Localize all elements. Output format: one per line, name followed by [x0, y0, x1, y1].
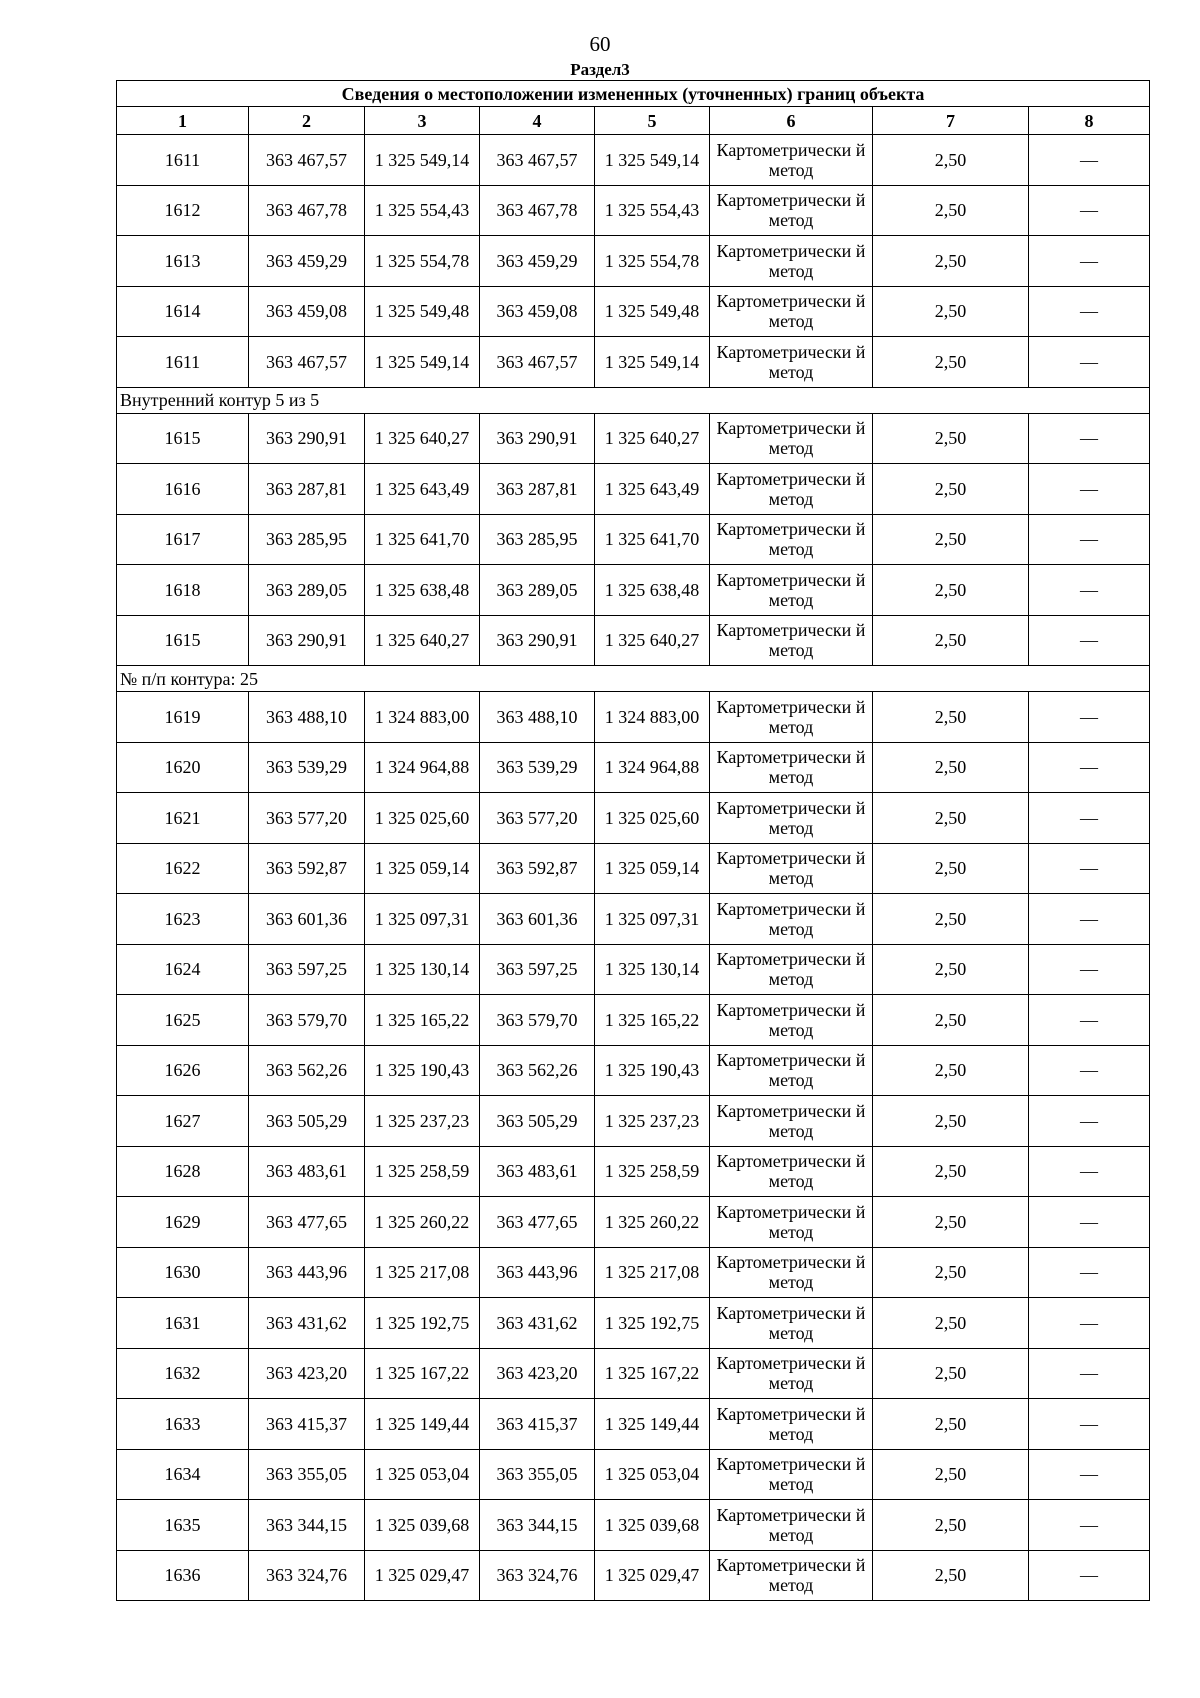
cell-accuracy: 2,50 — [873, 286, 1029, 337]
cell-y-new: 1 325 260,22 — [595, 1197, 710, 1248]
cell-y-new: 1 325 029,47 — [595, 1550, 710, 1601]
cell-method: Картометрически й метод — [710, 565, 873, 616]
cell-description: — — [1029, 1146, 1150, 1197]
table-row — [117, 1247, 1150, 1298]
cell-description: — — [1029, 995, 1150, 1046]
cell-x-new: 363 483,61 — [480, 1146, 595, 1197]
cell-x-old: 363 505,29 — [249, 1096, 365, 1147]
cell-x-new: 363 344,15 — [480, 1500, 595, 1551]
cell-accuracy: 2,50 — [873, 185, 1029, 236]
cell-y-old: 1 325 130,14 — [365, 944, 480, 995]
cell-method: Картометрически й метод — [710, 1197, 873, 1248]
cell-description: — — [1029, 135, 1150, 186]
column-number-8: 8 — [1029, 107, 1150, 135]
table-row — [117, 1449, 1150, 1500]
cell-point-number: 1626 — [117, 1045, 249, 1096]
table-row — [117, 1550, 1150, 1601]
cell-y-old: 1 325 640,27 — [365, 615, 480, 666]
table-caption: Сведения о местоположении измененных (уточненных) границ объекта — [117, 81, 1150, 107]
cell-accuracy: 2,50 — [873, 742, 1029, 793]
cell-accuracy: 2,50 — [873, 514, 1029, 565]
cell-y-new: 1 325 549,14 — [595, 337, 710, 388]
cell-y-new: 1 325 097,31 — [595, 894, 710, 945]
table-row — [117, 135, 1150, 186]
cell-y-new: 1 325 643,49 — [595, 464, 710, 515]
cell-point-number: 1615 — [117, 413, 249, 464]
cell-y-old: 1 325 640,27 — [365, 413, 480, 464]
cell-x-new: 363 459,29 — [480, 236, 595, 287]
table-row — [117, 1096, 1150, 1147]
cell-x-old: 363 539,29 — [249, 742, 365, 793]
cell-x-new: 363 477,65 — [480, 1197, 595, 1248]
cell-description: — — [1029, 337, 1150, 388]
cell-x-old: 363 290,91 — [249, 615, 365, 666]
cell-y-new: 1 325 237,23 — [595, 1096, 710, 1147]
column-number-1: 1 — [117, 107, 249, 135]
table-row — [117, 995, 1150, 1046]
cell-y-old: 1 324 964,88 — [365, 742, 480, 793]
cell-x-new: 363 539,29 — [480, 742, 595, 793]
cell-x-old: 363 601,36 — [249, 894, 365, 945]
cell-method: Картометрически й метод — [710, 742, 873, 793]
column-number-7: 7 — [873, 107, 1029, 135]
cell-x-new: 363 467,57 — [480, 337, 595, 388]
cell-x-old: 363 467,57 — [249, 337, 365, 388]
table-row — [117, 843, 1150, 894]
cell-point-number: 1616 — [117, 464, 249, 515]
cell-y-old: 1 325 165,22 — [365, 995, 480, 1046]
cell-y-old: 1 325 190,43 — [365, 1045, 480, 1096]
cell-x-new: 363 285,95 — [480, 514, 595, 565]
cell-y-new: 1 325 039,68 — [595, 1500, 710, 1551]
cell-description: — — [1029, 413, 1150, 464]
cell-x-old: 363 597,25 — [249, 944, 365, 995]
cell-method: Картометрически й метод — [710, 1550, 873, 1601]
cell-x-old: 363 579,70 — [249, 995, 365, 1046]
cell-accuracy: 2,50 — [873, 236, 1029, 287]
cell-description: — — [1029, 944, 1150, 995]
cell-y-new: 1 324 883,00 — [595, 692, 710, 743]
cell-y-old: 1 325 167,22 — [365, 1348, 480, 1399]
cell-x-new: 363 597,25 — [480, 944, 595, 995]
table-row — [117, 337, 1150, 388]
cell-accuracy: 2,50 — [873, 1045, 1029, 1096]
contour-label: № п/п контура: 25 — [117, 666, 1150, 692]
cell-y-old: 1 324 883,00 — [365, 692, 480, 743]
cell-y-old: 1 325 554,43 — [365, 185, 480, 236]
cell-y-old: 1 325 260,22 — [365, 1197, 480, 1248]
cell-y-new: 1 325 192,75 — [595, 1298, 710, 1349]
cell-y-new: 1 325 549,48 — [595, 286, 710, 337]
table-row — [117, 894, 1150, 945]
cell-point-number: 1625 — [117, 995, 249, 1046]
cell-accuracy: 2,50 — [873, 135, 1029, 186]
cell-method: Картометрически й метод — [710, 1298, 873, 1349]
cell-method: Картометрически й метод — [710, 236, 873, 287]
cell-method: Картометрически й метод — [710, 1045, 873, 1096]
cell-point-number: 1632 — [117, 1348, 249, 1399]
cell-method: Картометрически й метод — [710, 1500, 873, 1551]
cell-y-old: 1 325 237,23 — [365, 1096, 480, 1147]
cell-description: — — [1029, 185, 1150, 236]
cell-x-new: 363 431,62 — [480, 1298, 595, 1349]
cell-y-old: 1 325 053,04 — [365, 1449, 480, 1500]
cell-method: Картометрически й метод — [710, 944, 873, 995]
cell-description: — — [1029, 843, 1150, 894]
table-row — [117, 565, 1150, 616]
cell-description: — — [1029, 793, 1150, 844]
cell-accuracy: 2,50 — [873, 413, 1029, 464]
cell-y-new: 1 325 640,27 — [595, 615, 710, 666]
cell-method: Картометрически й метод — [710, 1247, 873, 1298]
cell-description: — — [1029, 1500, 1150, 1551]
cell-point-number: 1624 — [117, 944, 249, 995]
cell-y-old: 1 325 029,47 — [365, 1550, 480, 1601]
cell-point-number: 1613 — [117, 236, 249, 287]
cell-point-number: 1629 — [117, 1197, 249, 1248]
cell-point-number: 1620 — [117, 742, 249, 793]
cell-method: Картометрически й метод — [710, 464, 873, 515]
cell-description: — — [1029, 514, 1150, 565]
table-row — [117, 742, 1150, 793]
cell-y-new: 1 325 638,48 — [595, 565, 710, 616]
cell-accuracy: 2,50 — [873, 337, 1029, 388]
cell-point-number: 1635 — [117, 1500, 249, 1551]
cell-y-new: 1 325 549,14 — [595, 135, 710, 186]
cell-description: — — [1029, 692, 1150, 743]
cell-accuracy: 2,50 — [873, 1550, 1029, 1601]
cell-y-new: 1 325 059,14 — [595, 843, 710, 894]
contour-label: Внутренний контур 5 из 5 — [117, 387, 1150, 413]
table-row — [117, 1045, 1150, 1096]
cell-accuracy: 2,50 — [873, 944, 1029, 995]
cell-y-new: 1 324 964,88 — [595, 742, 710, 793]
cell-y-new: 1 325 130,14 — [595, 944, 710, 995]
cell-method: Картометрически й метод — [710, 692, 873, 743]
cell-x-old: 363 287,81 — [249, 464, 365, 515]
cell-y-old: 1 325 549,14 — [365, 337, 480, 388]
cell-y-new: 1 325 190,43 — [595, 1045, 710, 1096]
cell-accuracy: 2,50 — [873, 1348, 1029, 1399]
cell-method: Картометрически й метод — [710, 135, 873, 186]
table-row — [117, 1197, 1150, 1248]
cell-y-new: 1 325 554,43 — [595, 185, 710, 236]
coordinates-table — [116, 80, 1150, 1601]
cell-y-old: 1 325 097,31 — [365, 894, 480, 945]
cell-point-number: 1633 — [117, 1399, 249, 1450]
cell-point-number: 1627 — [117, 1096, 249, 1147]
cell-method: Картометрически й метод — [710, 514, 873, 565]
cell-point-number: 1621 — [117, 793, 249, 844]
page-number: 60 — [589, 32, 611, 56]
cell-y-new: 1 325 167,22 — [595, 1348, 710, 1399]
cell-description: — — [1029, 464, 1150, 515]
cell-method: Картометрически й метод — [710, 1399, 873, 1450]
cell-description: — — [1029, 1348, 1150, 1399]
cell-method: Картометрически й метод — [710, 1146, 873, 1197]
cell-method: Картометрически й метод — [710, 337, 873, 388]
table-row — [117, 464, 1150, 515]
cell-method: Картометрически й метод — [710, 793, 873, 844]
table-row — [117, 413, 1150, 464]
cell-description: — — [1029, 1298, 1150, 1349]
section-title: Раздел3 — [570, 60, 630, 79]
cell-y-old: 1 325 643,49 — [365, 464, 480, 515]
cell-accuracy: 2,50 — [873, 1399, 1029, 1450]
cell-point-number: 1617 — [117, 514, 249, 565]
cell-description: — — [1029, 1247, 1150, 1298]
cell-description: — — [1029, 1449, 1150, 1500]
column-number-3: 3 — [365, 107, 480, 135]
cell-accuracy: 2,50 — [873, 1298, 1029, 1349]
cell-x-new: 363 290,91 — [480, 413, 595, 464]
table-row — [117, 236, 1150, 287]
cell-method: Картометрически й метод — [710, 1096, 873, 1147]
cell-point-number: 1630 — [117, 1247, 249, 1298]
cell-x-old: 363 344,15 — [249, 1500, 365, 1551]
cell-y-old: 1 325 192,75 — [365, 1298, 480, 1349]
column-number-4: 4 — [480, 107, 595, 135]
cell-point-number: 1636 — [117, 1550, 249, 1601]
cell-x-old: 363 290,91 — [249, 413, 365, 464]
cell-point-number: 1623 — [117, 894, 249, 945]
cell-description: — — [1029, 565, 1150, 616]
cell-x-old: 363 467,78 — [249, 185, 365, 236]
cell-x-new: 363 562,26 — [480, 1045, 595, 1096]
cell-method: Картометрически й метод — [710, 1348, 873, 1399]
column-number-2: 2 — [249, 107, 365, 135]
cell-method: Картометрически й метод — [710, 413, 873, 464]
cell-x-old: 363 443,96 — [249, 1247, 365, 1298]
cell-x-new: 363 324,76 — [480, 1550, 595, 1601]
cell-x-old: 363 324,76 — [249, 1550, 365, 1601]
contour-label-row — [117, 666, 1150, 692]
cell-y-new: 1 325 165,22 — [595, 995, 710, 1046]
cell-point-number: 1612 — [117, 185, 249, 236]
cell-y-new: 1 325 025,60 — [595, 793, 710, 844]
column-number-5: 5 — [595, 107, 710, 135]
cell-y-new: 1 325 217,08 — [595, 1247, 710, 1298]
cell-y-old: 1 325 641,70 — [365, 514, 480, 565]
cell-y-new: 1 325 258,59 — [595, 1146, 710, 1197]
table-body — [117, 135, 1150, 1601]
cell-accuracy: 2,50 — [873, 1197, 1029, 1248]
cell-x-new: 363 443,96 — [480, 1247, 595, 1298]
cell-x-old: 363 459,08 — [249, 286, 365, 337]
cell-point-number: 1628 — [117, 1146, 249, 1197]
cell-accuracy: 2,50 — [873, 464, 1029, 515]
cell-description: — — [1029, 1096, 1150, 1147]
cell-point-number: 1619 — [117, 692, 249, 743]
cell-y-old: 1 325 549,48 — [365, 286, 480, 337]
cell-point-number: 1611 — [117, 135, 249, 186]
cell-y-old: 1 325 149,44 — [365, 1399, 480, 1450]
cell-point-number: 1634 — [117, 1449, 249, 1500]
cell-accuracy: 2,50 — [873, 793, 1029, 844]
table-row — [117, 615, 1150, 666]
table-row — [117, 286, 1150, 337]
cell-accuracy: 2,50 — [873, 995, 1029, 1046]
cell-description: — — [1029, 1045, 1150, 1096]
cell-x-new: 363 415,37 — [480, 1399, 595, 1450]
cell-x-old: 363 488,10 — [249, 692, 365, 743]
cell-accuracy: 2,50 — [873, 692, 1029, 743]
cell-description: — — [1029, 1197, 1150, 1248]
column-number-row — [117, 107, 1150, 135]
cell-point-number: 1631 — [117, 1298, 249, 1349]
cell-y-old: 1 325 217,08 — [365, 1247, 480, 1298]
cell-x-new: 363 488,10 — [480, 692, 595, 743]
cell-x-old: 363 483,61 — [249, 1146, 365, 1197]
cell-point-number: 1614 — [117, 286, 249, 337]
cell-accuracy: 2,50 — [873, 894, 1029, 945]
cell-x-new: 363 592,87 — [480, 843, 595, 894]
cell-point-number: 1622 — [117, 843, 249, 894]
cell-x-new: 363 505,29 — [480, 1096, 595, 1147]
cell-x-old: 363 577,20 — [249, 793, 365, 844]
cell-x-old: 363 415,37 — [249, 1399, 365, 1450]
column-number-6: 6 — [710, 107, 873, 135]
cell-x-new: 363 355,05 — [480, 1449, 595, 1500]
cell-method: Картометрически й метод — [710, 995, 873, 1046]
table-row — [117, 1146, 1150, 1197]
cell-x-old: 363 431,62 — [249, 1298, 365, 1349]
cell-x-new: 363 577,20 — [480, 793, 595, 844]
cell-method: Картометрически й метод — [710, 894, 873, 945]
cell-point-number: 1618 — [117, 565, 249, 616]
cell-y-new: 1 325 149,44 — [595, 1399, 710, 1450]
cell-accuracy: 2,50 — [873, 1146, 1029, 1197]
cell-method: Картометрически й метод — [710, 286, 873, 337]
table-row — [117, 1348, 1150, 1399]
cell-point-number: 1611 — [117, 337, 249, 388]
cell-x-new: 363 290,91 — [480, 615, 595, 666]
cell-x-new: 363 287,81 — [480, 464, 595, 515]
cell-method: Картометрически й метод — [710, 1449, 873, 1500]
cell-x-old: 363 477,65 — [249, 1197, 365, 1248]
cell-accuracy: 2,50 — [873, 1096, 1029, 1147]
table-row — [117, 185, 1150, 236]
cell-y-old: 1 325 549,14 — [365, 135, 480, 186]
table-row — [117, 944, 1150, 995]
cell-x-old: 363 459,29 — [249, 236, 365, 287]
cell-description: — — [1029, 1399, 1150, 1450]
cell-y-old: 1 325 638,48 — [365, 565, 480, 616]
cell-y-old: 1 325 059,14 — [365, 843, 480, 894]
cell-x-new: 363 423,20 — [480, 1348, 595, 1399]
cell-x-old: 363 355,05 — [249, 1449, 365, 1500]
cell-description: — — [1029, 742, 1150, 793]
cell-x-new: 363 467,78 — [480, 185, 595, 236]
cell-accuracy: 2,50 — [873, 843, 1029, 894]
cell-y-new: 1 325 053,04 — [595, 1449, 710, 1500]
table-row — [117, 1298, 1150, 1349]
contour-label-row — [117, 387, 1150, 413]
cell-y-new: 1 325 640,27 — [595, 413, 710, 464]
cell-method: Картометрически й метод — [710, 615, 873, 666]
cell-y-old: 1 325 039,68 — [365, 1500, 480, 1551]
cell-y-old: 1 325 554,78 — [365, 236, 480, 287]
cell-method: Картометрически й метод — [710, 843, 873, 894]
cell-accuracy: 2,50 — [873, 1247, 1029, 1298]
cell-method: Картометрически й метод — [710, 185, 873, 236]
cell-x-new: 363 467,57 — [480, 135, 595, 186]
cell-x-old: 363 562,26 — [249, 1045, 365, 1096]
cell-x-new: 363 601,36 — [480, 894, 595, 945]
table-row — [117, 793, 1150, 844]
cell-y-old: 1 325 258,59 — [365, 1146, 480, 1197]
cell-description: — — [1029, 894, 1150, 945]
cell-y-new: 1 325 641,70 — [595, 514, 710, 565]
cell-x-new: 363 459,08 — [480, 286, 595, 337]
table-row — [117, 1500, 1150, 1551]
cell-x-new: 363 579,70 — [480, 995, 595, 1046]
cell-x-old: 363 285,95 — [249, 514, 365, 565]
cell-description: — — [1029, 1550, 1150, 1601]
cell-accuracy: 2,50 — [873, 1449, 1029, 1500]
cell-description: — — [1029, 615, 1150, 666]
cell-description: — — [1029, 286, 1150, 337]
cell-point-number: 1615 — [117, 615, 249, 666]
cell-accuracy: 2,50 — [873, 615, 1029, 666]
cell-x-old: 363 592,87 — [249, 843, 365, 894]
cell-description: — — [1029, 236, 1150, 287]
cell-y-old: 1 325 025,60 — [365, 793, 480, 844]
cell-x-new: 363 289,05 — [480, 565, 595, 616]
cell-x-old: 363 423,20 — [249, 1348, 365, 1399]
table-row — [117, 1399, 1150, 1450]
table-row — [117, 692, 1150, 743]
table-caption-row — [117, 81, 1150, 107]
cell-x-old: 363 467,57 — [249, 135, 365, 186]
cell-accuracy: 2,50 — [873, 565, 1029, 616]
cell-accuracy: 2,50 — [873, 1500, 1029, 1551]
cell-y-new: 1 325 554,78 — [595, 236, 710, 287]
cell-x-old: 363 289,05 — [249, 565, 365, 616]
table-row — [117, 514, 1150, 565]
